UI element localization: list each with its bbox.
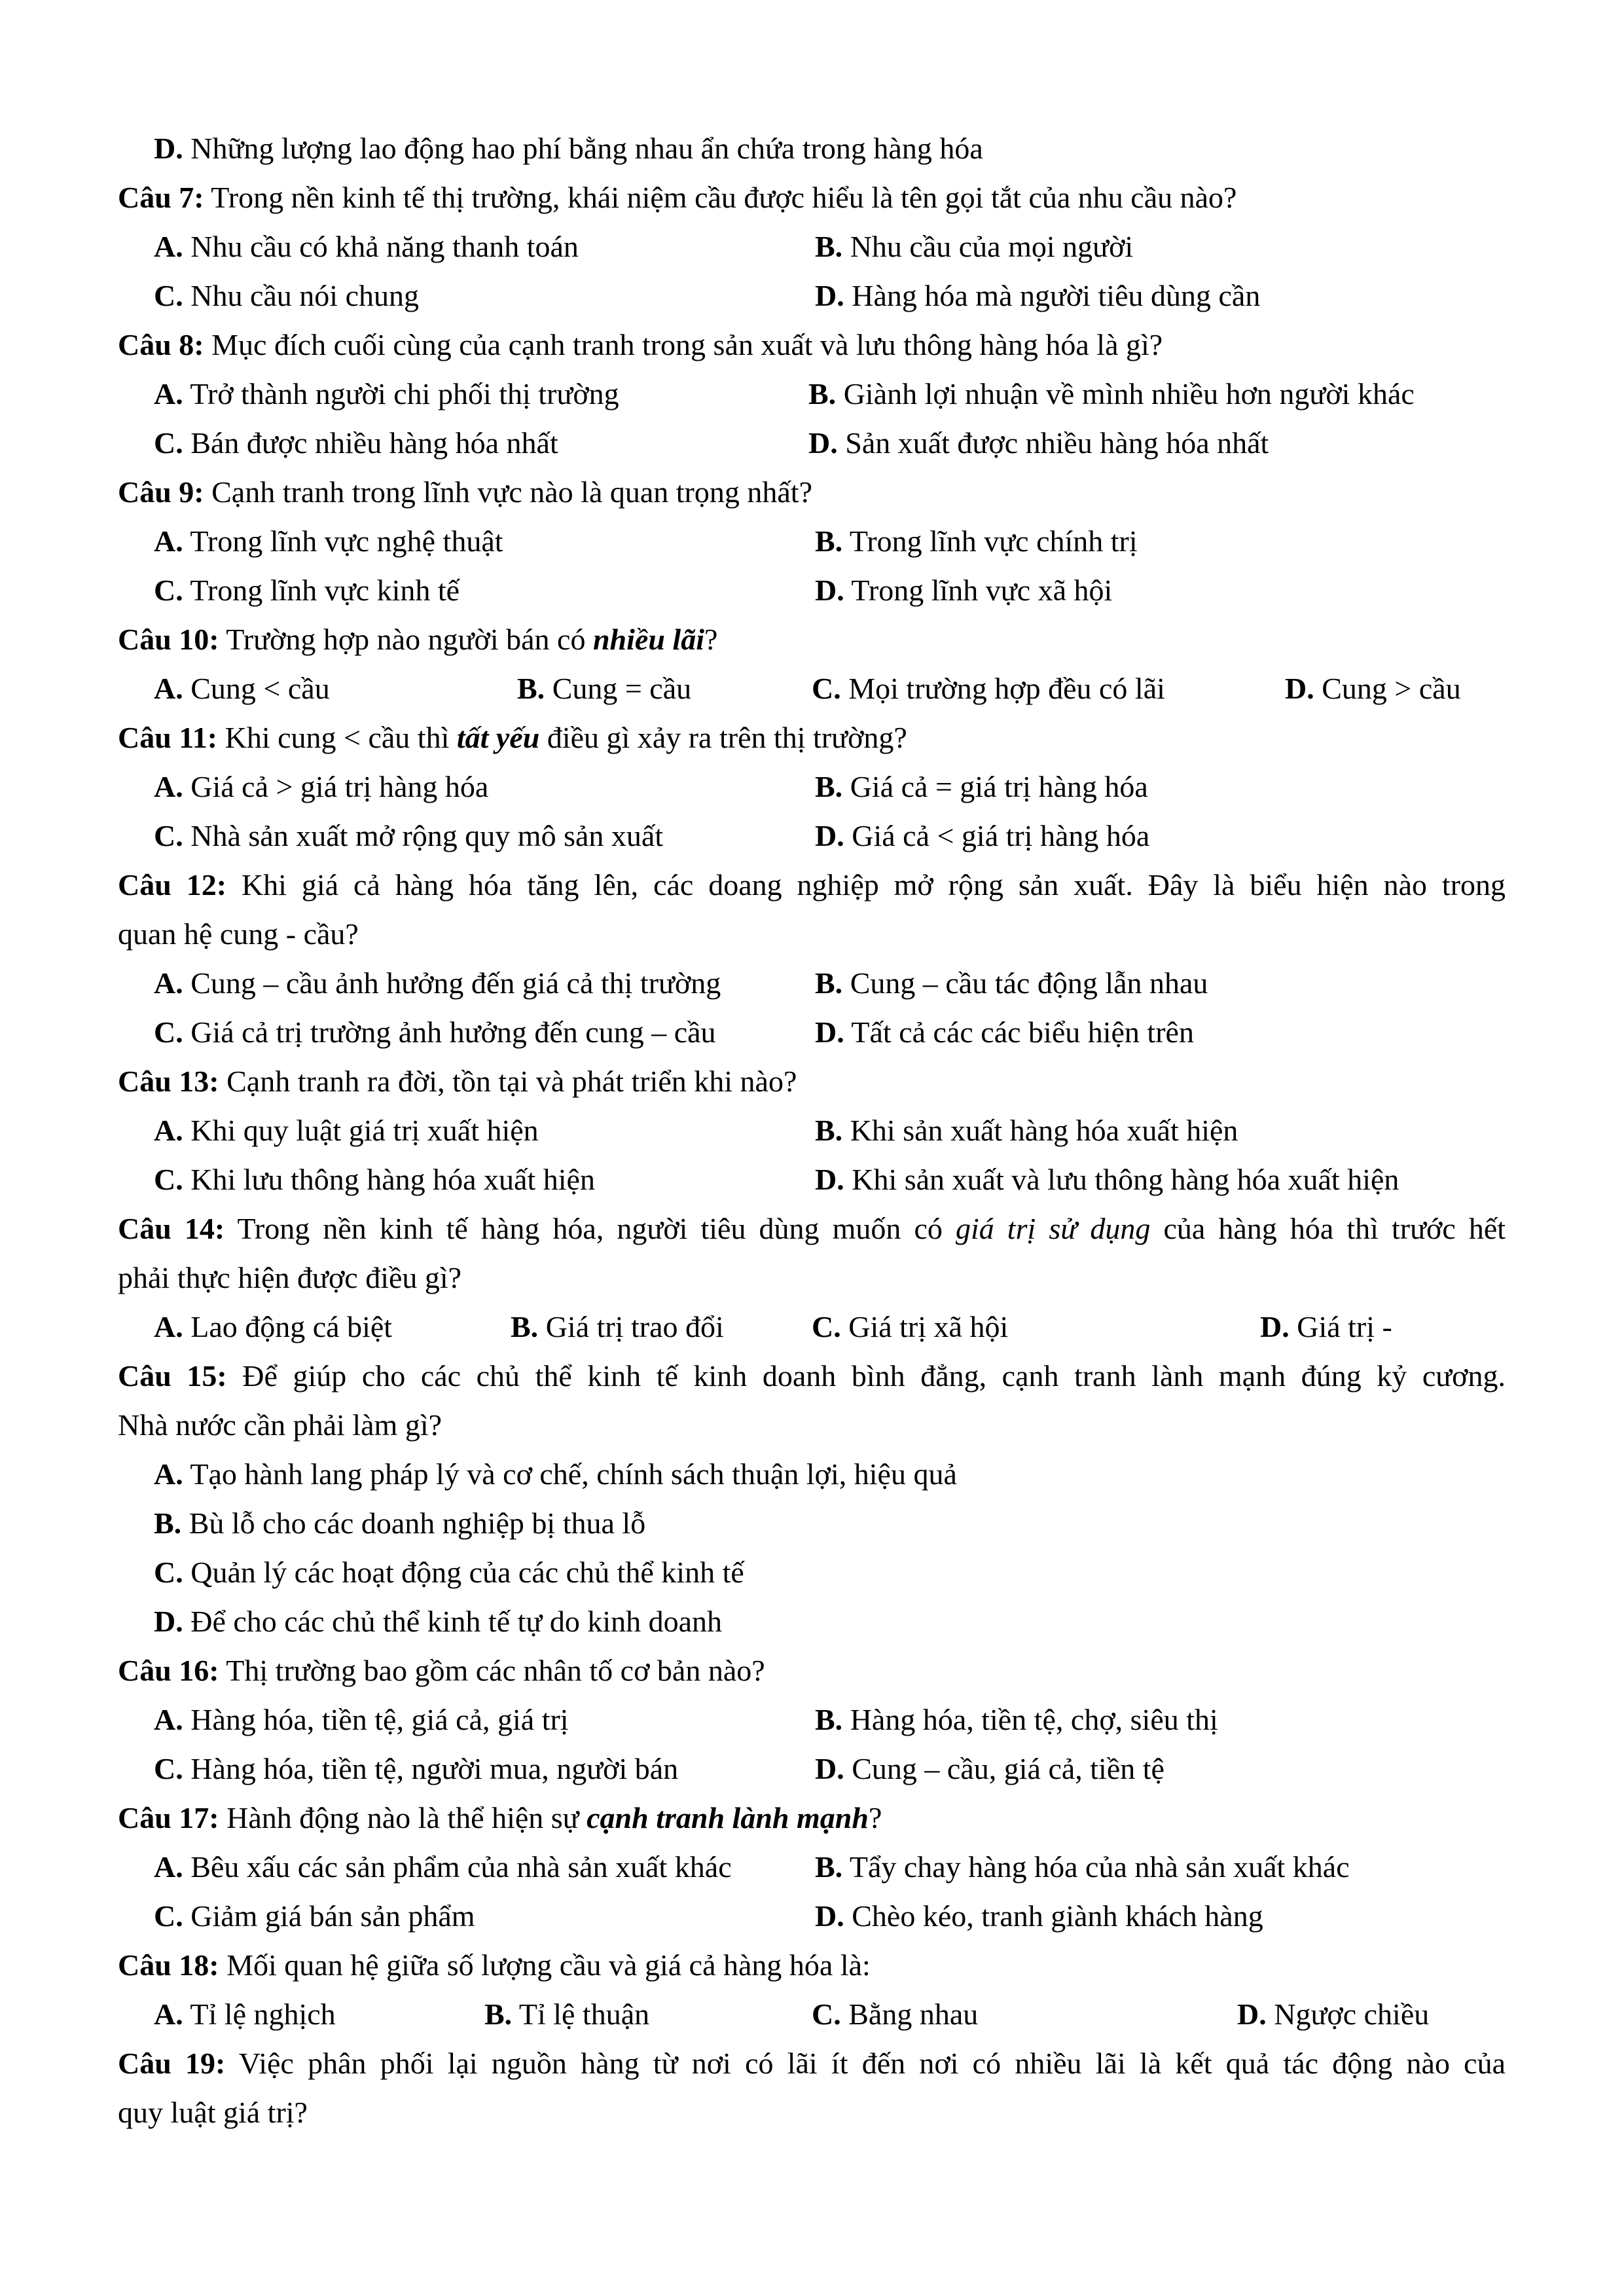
question-14: Câu 14: Trong nền kinh tế hàng hóa, người tiêu dùng muốn có giá trị sử dụng của hàng hóa thì trước hết xyxy=(118,1212,1506,1245)
q16-option-c: C. Hàng hóa, tiền tệ, người mua, người bán xyxy=(154,1752,679,1785)
q14-option-a: A. Lao động cá biệt xyxy=(154,1310,393,1343)
q18-option-c: C. Bằng nhau xyxy=(812,1997,979,2031)
q15-option-b: B. Bù lỗ cho các doanh nghiệp bị thua lỗ xyxy=(154,1506,646,1540)
q13-option-d: D. Khi sản xuất và lưu thông hàng hóa xuất hiện xyxy=(815,1163,1399,1196)
question-8: Câu 8: Mục đích cuối cùng của cạnh tranh trong sản xuất và lưu thông hàng hóa là gì? xyxy=(118,328,1163,361)
q11-option-c: C. Nhà sản xuất mở rộng quy mô sản xuất xyxy=(154,819,664,852)
question-12: Câu 12: Khi giá cả hàng hóa tăng lên, các doang nghiệp mở rộng sản xuất. Đây là biểu hiện nào trong xyxy=(118,868,1506,902)
question-19-continued: quy luật giá trị? xyxy=(118,2096,308,2129)
question-12-continued: quan hệ cung - cầu? xyxy=(118,917,359,951)
q7-option-a: A. Nhu cầu có khả năng thanh toán xyxy=(154,230,579,263)
q7-option-d: D. Hàng hóa mà người tiêu dùng cần xyxy=(815,279,1261,312)
q8-option-b: B. Giành lợi nhuận về mình nhiều hơn người khác xyxy=(808,377,1415,410)
q8-option-a: A. Trở thành người chi phối thị trường xyxy=(154,377,619,410)
q9-option-b: B. Trong lĩnh vực chính trị xyxy=(815,524,1138,558)
q13-option-c: C. Khi lưu thông hàng hóa xuất hiện xyxy=(154,1163,595,1196)
question-7: Câu 7: Trong nền kinh tế thị trường, khái niệm cầu được hiểu là tên gọi tắt của nhu cầu nào? xyxy=(118,181,1237,214)
q11-option-a: A. Giá cả > giá trị hàng hóa xyxy=(154,770,489,803)
q17-option-a: A. Bêu xấu các sản phẩm của nhà sản xuất khác xyxy=(154,1850,732,1884)
q15-option-d: D. Để cho các chủ thể kinh tế tự do kinh doanh xyxy=(154,1605,723,1638)
q15-option-c: C. Quản lý các hoạt động của các chủ thể kinh tế xyxy=(154,1556,744,1589)
question-11: Câu 11: Khi cung < cầu thì tất yếu điều gì xảy ra trên thị trường? xyxy=(118,721,907,754)
q13-option-b: B. Khi sản xuất hàng hóa xuất hiện xyxy=(815,1114,1238,1147)
q9-option-d: D. Trong lĩnh vực xã hội xyxy=(815,574,1113,607)
q10-option-b: B. Cung = cầu xyxy=(517,672,692,705)
q10-option-d: D. Cung > cầu xyxy=(1285,672,1461,705)
q9-option-a: A. Trong lĩnh vực nghệ thuật xyxy=(154,524,503,558)
q10-option-c: C. Mọi trường hợp đều có lãi xyxy=(812,672,1165,705)
question-10: Câu 10: Trường hợp nào người bán có nhiều lãi? xyxy=(118,623,718,656)
q15-option-a: A. Tạo hành lang pháp lý và cơ chế, chính sách thuận lợi, hiệu quả xyxy=(154,1457,957,1491)
q12-option-a: A. Cung – cầu ảnh hưởng đến giá cả thị trường xyxy=(154,966,721,1000)
q9-option-c: C. Trong lĩnh vực kinh tế xyxy=(154,574,460,607)
q18-option-b: B. Tỉ lệ thuận xyxy=(484,1997,650,2031)
q13-option-a: A. Khi quy luật giá trị xuất hiện xyxy=(154,1114,539,1147)
q12-option-d: D. Tất cả các các biểu hiện trên xyxy=(815,1015,1194,1049)
q17-option-b: B. Tẩy chay hàng hóa của nhà sản xuất khác xyxy=(815,1850,1350,1884)
q16-option-b: B. Hàng hóa, tiền tệ, chợ, siêu thị xyxy=(815,1703,1218,1736)
q18-option-d: D. Ngược chiều xyxy=(1237,1997,1430,2031)
question-19: Câu 19: Việc phân phối lại nguồn hàng từ nơi có lãi ít đến nơi có nhiều lãi là kết quả tác động nào của xyxy=(118,2047,1506,2080)
q16-option-d: D. Cung – cầu, giá cả, tiền tệ xyxy=(815,1752,1164,1785)
question-13: Câu 13: Cạnh tranh ra đời, tồn tại và phát triển khi nào? xyxy=(118,1065,797,1098)
q7-option-c: C. Nhu cầu nói chung xyxy=(154,279,419,312)
q10-option-a: A. Cung < cầu xyxy=(154,672,330,705)
q14-option-d: D. Giá trị - xyxy=(1260,1310,1392,1343)
q12-option-c: C. Giá cả trị trường ảnh hưởng đến cung – cầu xyxy=(154,1015,716,1049)
question-18: Câu 18: Mối quan hệ giữa số lượng cầu và giá cả hàng hóa là: xyxy=(118,1948,871,1982)
q8-option-d: D. Sản xuất được nhiều hàng hóa nhất xyxy=(808,426,1269,460)
q11-option-b: B. Giá cả = giá trị hàng hóa xyxy=(815,770,1148,803)
question-15: Câu 15: Để giúp cho các chủ thể kinh tế kinh doanh bình đẳng, cạnh tranh lành mạnh đúng kỷ cương. xyxy=(118,1359,1506,1393)
q7-option-b: B. Nhu cầu của mọi người xyxy=(815,230,1134,263)
q16-option-a: A. Hàng hóa, tiền tệ, giá cả, giá trị xyxy=(154,1703,569,1736)
q17-option-c: C. Giảm giá bán sản phẩm xyxy=(154,1899,475,1933)
q8-option-c: C. Bán được nhiều hàng hóa nhất xyxy=(154,426,558,460)
q14-option-c: C. Giá trị xã hội xyxy=(812,1310,1009,1343)
q14-option-b: B. Giá trị trao đổi xyxy=(511,1310,724,1343)
question-15-continued: Nhà nước cần phải làm gì? xyxy=(118,1408,442,1442)
question-9: Câu 9: Cạnh tranh trong lĩnh vực nào là quan trọng nhất? xyxy=(118,475,812,509)
question-17: Câu 17: Hành động nào là thể hiện sự cạnh tranh lành mạnh? xyxy=(118,1801,882,1834)
question-14-continued: phải thực hiện được điều gì? xyxy=(118,1261,462,1294)
q12-option-b: B. Cung – cầu tác động lẫn nhau xyxy=(815,966,1208,1000)
q17-option-d: D. Chèo kéo, tranh giành khách hàng xyxy=(815,1899,1263,1933)
option-d: D. Những lượng lao động hao phí bằng nhau ẩn chứa trong hàng hóa xyxy=(154,132,983,165)
q11-option-d: D. Giá cả < giá trị hàng hóa xyxy=(815,819,1150,852)
question-16: Câu 16: Thị trường bao gồm các nhân tố cơ bản nào? xyxy=(118,1654,765,1687)
q18-option-a: A. Tỉ lệ nghịch xyxy=(154,1997,336,2031)
